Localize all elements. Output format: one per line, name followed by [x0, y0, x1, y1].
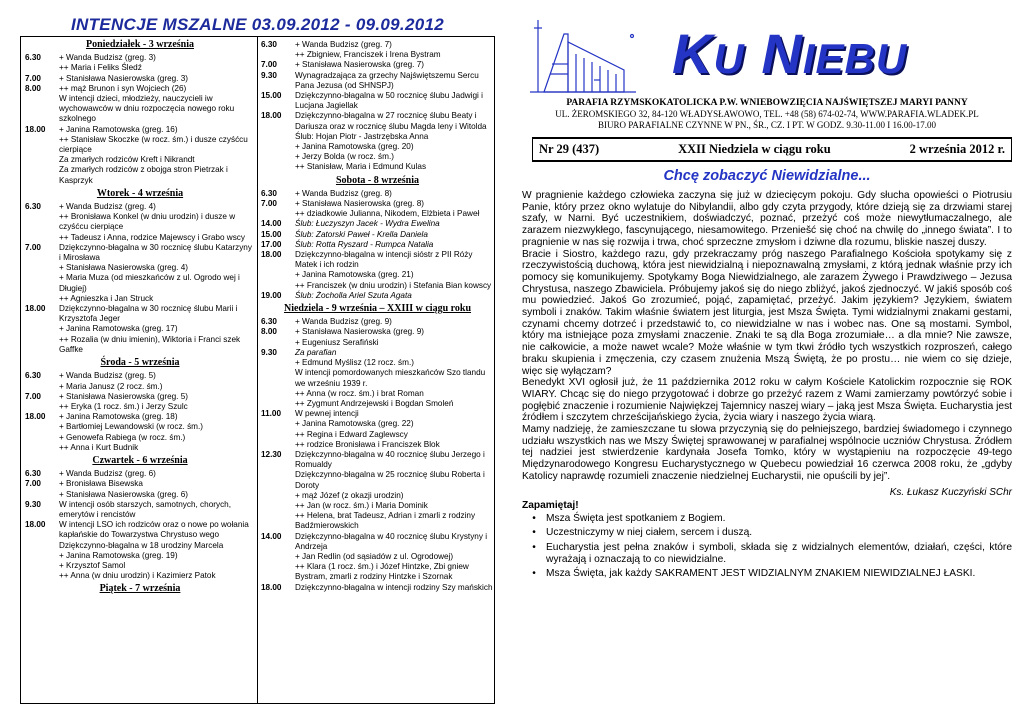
intention-row — [261, 50, 494, 60]
intention-text: + Stanisława Nasierowska (greg. 8) — [295, 199, 425, 209]
intention-row — [25, 335, 255, 355]
intention-text: + Stanisława Nasierowska (greg. 5) — [59, 391, 189, 401]
intention-text: + Wanda Budzisz (greg. 8) — [295, 188, 392, 198]
issue-bar — [532, 137, 1012, 162]
intention-text: W intencji osób starszych, samotnych, chorych, emerytów i rencistów — [59, 499, 232, 519]
mass-time: 18.00 — [25, 304, 46, 314]
intention-text: + Stanisława Nasierowska (greg. 6) — [59, 489, 189, 499]
mass-time: 11.00 — [261, 409, 282, 419]
intention-text: ++ mąż Brunon i syn Wojciech (26) — [59, 83, 187, 93]
intention-row — [261, 291, 494, 301]
mass-time — [261, 270, 295, 280]
article-body — [522, 190, 1012, 483]
mass-time: 7.00 — [261, 60, 277, 70]
day-heading: Poniedziałek - 3 września — [85, 39, 195, 50]
intention-row — [261, 470, 494, 490]
intention-text: W intencji dzieci, młodzieży, nauczycieli iw wychowawców w dniu rozpoczęcia nowego roku szkolnego — [59, 94, 235, 124]
mass-time — [261, 281, 295, 291]
mass-time: 6.30 — [261, 40, 277, 49]
intention-row — [25, 243, 255, 263]
intentions-column-left — [25, 37, 255, 598]
intention-row — [25, 273, 255, 293]
parish-info — [522, 98, 1012, 131]
intention-text: + Janina Ramotowska (greg. 22) — [295, 419, 414, 429]
remember-text: Msza Święta, jak każdy SAKRAMENT JEST WIDZIALNYM ZNAKIEM NIEWIDZIALNEJ ŁASKI. — [546, 568, 976, 580]
mass-time: 15.00 — [261, 91, 282, 101]
intention-row — [261, 199, 494, 209]
remember-text: Eucharystia jest pełna znaków i symboli, składa się z widzialnych elementów, działań, części, które wyrażają i oznaczają to co niewidzialne. — [546, 541, 1012, 565]
intention-row — [261, 317, 494, 327]
mass-time — [25, 402, 59, 412]
intention-text: + Bartłomiej Lewandowski (w rocz. śm.) — [59, 422, 204, 432]
intention-row — [25, 155, 255, 165]
mass-time: 7.00 — [261, 199, 277, 209]
mass-time — [261, 430, 295, 440]
intention-row — [261, 230, 494, 240]
intention-text: W intencji pomordowanych mieszkańców Szo tlandu we wrześniu 1939 r. — [295, 368, 486, 388]
mass-time — [261, 358, 295, 368]
issue-sunday: XXII Niedziela w ciągu roku — [678, 142, 831, 156]
intention-row — [25, 233, 255, 243]
intention-row — [261, 368, 494, 388]
mass-time: 6.30 — [25, 202, 41, 212]
intention-row — [261, 60, 494, 70]
intention-text: Dziękczynno-błagalna w 27 rocznicę ślubu Beaty i Dariusza oraz w rocznicę ślubu Magda leny i Witolda — [295, 111, 487, 131]
intention-row — [25, 479, 255, 489]
intention-text: Dziękczynno-błagalna w 40 rocznicę ślubu Krystyny i Andrzeja — [295, 531, 488, 551]
intention-row — [25, 212, 255, 232]
mass-time: 6.30 — [25, 53, 41, 63]
intention-row — [261, 532, 494, 552]
intention-text: W pewnej intencji — [295, 409, 359, 419]
intention-row — [261, 358, 494, 368]
mass-time: 18.00 — [25, 124, 46, 134]
day-heading: Piątek - 7 września — [99, 583, 181, 595]
intention-row — [261, 40, 494, 50]
intention-text: ++ Zygmunt Andrzejewski i Bogdan Smoleń — [295, 398, 454, 408]
mass-time: 18.00 — [25, 520, 46, 530]
intention-text: + Maria Muza (od mieszkańców z ul. Ogrodo wej i Długiej) — [59, 273, 240, 293]
mass-time: 8.00 — [25, 83, 41, 93]
mass-time — [261, 368, 295, 388]
intention-text: Ślub: Żocholla Ariel Szuta Agata — [295, 290, 412, 300]
intention-text: + Wanda Budzisz (greg. 6) — [59, 469, 156, 479]
mass-time: 14.00 — [261, 531, 282, 541]
intention-text: + Wanda Budzisz (greg. 7) — [295, 40, 392, 49]
intention-text: Dziękczynno-błagalna w 18 urodziny Marcela — [59, 540, 224, 550]
bullet-icon: • — [532, 512, 536, 524]
intention-text: Za parafian — [295, 347, 337, 357]
mass-time — [25, 541, 59, 551]
intention-row — [25, 382, 255, 392]
mass-time: 18.00 — [261, 250, 282, 260]
intention-row — [25, 490, 255, 500]
intention-row — [261, 132, 494, 142]
issue-date: 2 września 2012 r. — [909, 142, 1005, 156]
intention-row — [25, 94, 255, 125]
article-paragraph: W pragnienie każdego człowieka zaczyna się już w dziecięcym pokoju. Gdy słucha opowieści o Piotrusiu Panie, który przez okno wylatuje do Nibylandii, albo gdy czyta przygody, które dzieją się za drzwiami starej szafy, w Narni. Być uczestnikiem, doświadczyć, poznać, przeżyć coś może niewytłumaczalnego, ale zarazem niezwykłego, fascynującego, niesamowitego. Przeniešć się choć na chwilę do „innego świata”. I to pragnienie w nas się rozwija i trwa, choć sprzeczne zmysłom i dziwne dla rozumu, bliskie naszej duszy. — [522, 190, 1012, 248]
mass-time — [25, 155, 59, 165]
mass-time — [25, 551, 59, 561]
intention-text: + Stanisława Nasierowska (greg. 7) — [295, 60, 425, 70]
intention-text: + Stanisława Nasierowska (greg. 9) — [295, 327, 425, 337]
day-heading: Sobota - 8 września — [335, 174, 420, 186]
intention-row — [25, 412, 255, 422]
mass-time: 6.30 — [25, 469, 41, 479]
mass-time — [25, 233, 59, 243]
intentions-title: INTENCJE MSZALNE 03.09.2012 - 09.09.2012 — [71, 15, 444, 34]
mass-time — [261, 552, 295, 562]
intention-text: + Wanda Budzisz (greg. 5) — [59, 371, 156, 381]
intention-text: ++ Agnieszka i Jan Struck — [59, 293, 154, 303]
intention-text: ++ Bronisława Konkel (w dniu urodzin) i dusze w czyśćcu cierpiące — [59, 212, 236, 232]
mass-time — [261, 389, 295, 399]
issue-number: Nr 29 (437) — [539, 142, 600, 156]
intention-row — [25, 74, 255, 84]
intention-row — [25, 371, 255, 381]
intention-text: ++ Anna (w dniu urodzin) i Kazimierz Patok — [59, 571, 216, 581]
mass-time — [261, 419, 295, 429]
intention-text: ++ Jan (w rocz. śm.) i Maria Dominik — [295, 500, 428, 510]
mass-time — [261, 162, 295, 172]
intention-text: + Krzysztof Samol — [59, 560, 126, 570]
mass-time: 6.30 — [25, 371, 41, 381]
intention-row — [261, 552, 494, 562]
intention-text: ++ Zbigniew, Franciszek i Irena Bystram — [295, 50, 441, 60]
mass-time — [261, 440, 295, 450]
day-heading: Wtorek - 4 września — [96, 187, 184, 199]
remember-list — [522, 513, 1012, 581]
intention-row — [261, 327, 494, 337]
bullet-icon: • — [532, 541, 536, 553]
mass-time: 7.00 — [25, 391, 41, 401]
intention-row — [25, 304, 255, 324]
intention-row — [261, 142, 494, 152]
mass-time — [261, 132, 295, 142]
intention-row — [25, 541, 255, 551]
remember-item — [522, 513, 1012, 525]
day-heading: Środa - 5 września — [100, 357, 180, 369]
intention-row — [261, 562, 494, 582]
intention-text: Ślub: Rotta Ryszard - Rumpca Natalia — [295, 239, 434, 249]
intentions-box — [20, 36, 495, 704]
intention-row — [261, 209, 494, 219]
ku-niebu-logo: KU NIEBU — [672, 22, 908, 85]
intention-row — [25, 135, 255, 155]
intention-text: ++ rodzice Bronisława i Franciszek Blok — [295, 439, 440, 449]
article-title: Chcę zobaczyć Niewidzialne... — [663, 168, 871, 184]
article-signature: Ks. Łukasz Kuczyński SChr — [889, 486, 1012, 498]
mass-time — [25, 263, 59, 273]
mass-time — [25, 382, 59, 392]
bullet-icon: • — [532, 527, 536, 539]
bulletin-front-page — [522, 14, 1012, 583]
mass-time: 9.30 — [261, 70, 277, 80]
mass-time: 17.00 — [261, 239, 282, 249]
intention-text: ++ Stanisław, Maria i Edmund Kulas — [295, 162, 427, 172]
intention-text: + Janina Ramotowska (greg. 21) — [295, 270, 414, 280]
mass-time: 12.30 — [261, 449, 282, 459]
intention-row — [25, 294, 255, 304]
remember-heading: Zapamiętaj! — [522, 499, 579, 511]
remember-text: Uczestniczymy w niej ciałem, sercem i duszą. — [546, 527, 753, 539]
intention-row — [261, 162, 494, 172]
intention-row — [261, 583, 494, 593]
intention-text: + mąż Józef (z okazji urodzin) — [295, 490, 404, 500]
intention-row — [261, 491, 494, 501]
intention-row — [261, 219, 494, 229]
intention-row — [25, 324, 255, 334]
intention-text: Dziękczynno-błagalna w 30 rocznicę ślubu Marii i Krzysztofa Jeger — [59, 304, 238, 324]
mass-time: 7.00 — [25, 242, 41, 252]
mass-time — [25, 443, 59, 453]
intentions-column-right — [261, 37, 494, 593]
intention-row — [25, 433, 255, 443]
intention-row — [261, 111, 494, 131]
intention-text: + Bronisława Bisewska — [59, 479, 143, 489]
article-paragraph: Bracie i Siostro, każdego razu, gdy przekraczamy próg naszego Parafialnego Kościoła spotykamy się z rzeczywistością duchową, która jest niewidzialną i niepoznawalną zmysłami, z którą jednak właśnie przy ich pomocy się komunikujemy. Spotykamy Boga Niewidzialnego, ale zarazem Żywego i Prawdziwego – Jezusa Chrystusa, naszego Zbawiciela. Próbujemy jakoś się do niego zbliżyć, jakoś zjednoczyć. W jakiś sposób coś mu powiedzieć. Jakoś Go zrozumieć, pojąć, zapamiętać, przeżyć. Jakim językiem? Językiem, światem symboli i znaków. Takim właśnie światem jest liturgia, jest Msza Święta. Tymi widzialnymi znakami gestami, czynami chcemy dotrzeć i przedstawić to, co niewidzialne w nas i wobec nas. One są mostami. Symbol, który ma istniejące poza zmysłami znaczenie. Znaki te są dla Boga zrozumiałe… a dla mnie? Nie zawsze, nie całkowicie, a może nawet wcale? Może właśnie w tym tkwi źródło tych wszystkich rozproszeń, całego braku skupienia i zmęczenia, czy czasem znużenia Mszą Świętą, że po prostu… nie wiem co się dzieje, więc się wyłączam? — [522, 248, 1012, 377]
parish-name: PARAFIA RZYMSKOKATOLICKA P.W. WNIEBOWZIĘCIA NAJŚWIĘTSZEJ MARYI PANNY — [566, 98, 968, 108]
intention-row — [25, 84, 255, 94]
intention-text: Dziękczynno-błagalna w 30 rocznicę ślubu Katarzyny i Mirosława — [59, 242, 252, 263]
intention-row — [261, 419, 494, 429]
mass-intentions-panel — [20, 14, 495, 704]
intention-row — [261, 348, 494, 358]
intention-row — [261, 152, 494, 162]
remember-item — [522, 527, 1012, 539]
intention-text: + Janina Ramotowska (greg. 18) — [59, 412, 178, 422]
intention-text: W intencji LSO ich rodziców oraz o nowe po wołania kapłańskie do Towarzystwa Chrystuso wego — [59, 520, 249, 540]
mass-time — [25, 273, 59, 293]
mass-time — [261, 399, 295, 409]
mass-time: 19.00 — [261, 290, 282, 300]
intention-row — [261, 71, 494, 91]
intention-row — [261, 511, 494, 531]
intention-text: + Edmund Myślisz (12 rocz. śm.) — [295, 358, 414, 368]
intention-text: Dziękczynno-błagalna w 25 rocznicę ślubu Roberta i Doroty — [295, 470, 485, 490]
mass-time — [25, 561, 59, 571]
mass-time: 18.00 — [261, 111, 282, 121]
intention-text: Za zmarłych rodziców Kreft i Nikrandt — [59, 155, 195, 165]
intention-text: + Stanisława Nasierowska (greg. 4) — [59, 263, 189, 273]
mass-time — [261, 50, 295, 60]
intention-row — [25, 402, 255, 412]
intention-row — [25, 520, 255, 540]
intention-row — [25, 63, 255, 73]
intention-row — [261, 409, 494, 419]
column-divider — [257, 37, 258, 703]
parish-office-hours: BIURO PARAFIALNE CZYNNE W PN., ŚR., CZ. I PT. W GODZ. 9.30-11.00 I 16.00-17.00 — [597, 120, 936, 130]
intention-text: + Eugeniusz Serafiński — [295, 337, 379, 347]
intention-row — [25, 422, 255, 432]
intention-text: ++ Anna i Kurt Budnik — [59, 442, 139, 452]
intention-row — [261, 389, 494, 399]
intention-row — [25, 469, 255, 479]
intention-text: ++ dziadkowie Julianna, Nikodem, Elżbieta i Paweł — [295, 209, 480, 219]
intention-text: + Janina Ramotowska (greg. 20) — [295, 142, 414, 152]
intention-text: ++ Rozalia (w dniu imienin), Wiktoria i Franci szek Gaffke — [59, 334, 241, 354]
mass-time: 6.30 — [261, 317, 277, 327]
intention-row — [261, 450, 494, 470]
day-heading: Niedziela - 9 września – XXIII w ciągu roku — [283, 303, 472, 315]
mass-time — [261, 142, 295, 152]
intention-row — [261, 240, 494, 250]
intention-row — [25, 551, 255, 561]
intention-row — [261, 281, 494, 291]
intention-text: ++ Anna (w rocz. śm.) i brat Roman — [295, 388, 424, 398]
intention-text: Ślub: Hojan Piotr - Jastrzębska Anna — [295, 131, 429, 141]
day-heading: Czwartek - 6 września — [92, 454, 188, 466]
intention-text: Dziękczynno-błagalna w intencji rodziny Szy mańskich — [295, 582, 493, 592]
intention-row — [25, 392, 255, 402]
mass-time — [25, 165, 59, 185]
remember-text: Msza Święta jest spotkaniem z Bogiem. — [546, 512, 726, 524]
mass-time: 18.00 — [261, 582, 282, 592]
parish-address: UL. ŻEROMSKIEGO 32, 84-120 WŁADYSŁAWOWO, TEL. +48 (58) 674-02-74, WWW.PARAFIA.WLADEK.PL — [555, 109, 979, 119]
mass-time — [25, 63, 59, 73]
intention-text: Dziękczynno-błagalna w 50 rocznicę ślubu Jadwigi i Lucjana Jagiellak — [295, 91, 483, 111]
mass-time — [25, 212, 59, 232]
intention-text: + Maria Janusz (2 rocz. śm.) — [59, 381, 163, 391]
intention-text: + Wanda Budzisz (greg. 3) — [59, 53, 156, 63]
intention-text: Wynagradzająca za grzechy Najświętszemu Sercu Pana Jezusa (od SHNSPJ) — [295, 70, 479, 90]
mass-time: 8.00 — [261, 327, 277, 337]
intention-text: Ślub: Łuczyszyn Jacek - Wydra Ewelina — [295, 219, 440, 229]
intention-text: ++ Helena, brat Tadeusz, Adrian i zmarli z rodziny Badźmierowskich — [295, 511, 476, 531]
mass-time — [25, 324, 59, 334]
mass-time: 7.00 — [25, 479, 41, 489]
intention-row — [261, 440, 494, 450]
intention-text: + Jerzy Bolda (w rocz. śm.) — [295, 152, 394, 162]
intention-text: ++ Klara (1 rocz. śm.) i Józef Hintzke, Zbi gniew Bystram, zmarli z rodziny Hintzke i Szornak — [295, 562, 469, 582]
intention-text: ++ Regina i Edward Zaglewscy — [295, 429, 408, 439]
bullet-icon: • — [532, 568, 536, 580]
remember-item — [522, 542, 1012, 565]
intention-row — [25, 263, 255, 273]
intention-text: + Stanisława Nasierowska (greg. 3) — [59, 73, 189, 83]
mass-time — [25, 433, 59, 443]
intention-row — [261, 501, 494, 511]
mass-time — [25, 135, 59, 155]
mass-time — [25, 94, 59, 125]
intention-text: + Janina Ramotowska (greg. 19) — [59, 550, 178, 560]
mass-time — [25, 490, 59, 500]
mass-time — [261, 209, 295, 219]
intention-row — [25, 165, 255, 185]
mass-time: 6.30 — [261, 188, 277, 198]
intention-text: Dziękczynno-błagalna w 40 rocznicę ślubu Jerzego i Romualdy — [295, 449, 485, 470]
mass-time: 15.00 — [261, 229, 282, 239]
intention-text: + Wanda Budzisz (greg. 9) — [295, 317, 392, 327]
intention-row — [261, 399, 494, 409]
intention-text: + Janina Ramotowska (greg. 17) — [59, 324, 178, 334]
mass-time — [261, 152, 295, 162]
intention-row — [261, 250, 494, 270]
intention-row — [261, 270, 494, 280]
intention-text: Dziękczynno-błagalna w intencji sióstr z PII Róży Matek i ich rodzin — [295, 250, 473, 270]
mass-time: 9.30 — [261, 347, 277, 357]
intention-row — [261, 91, 494, 111]
intention-text: ++ Stanisław Skoczke (w rocz. śm.) i dusze czyśćcu cierpiące — [59, 134, 248, 155]
mass-time — [25, 335, 59, 355]
remember-item — [522, 568, 1012, 580]
mass-time — [261, 501, 295, 511]
mass-time — [261, 470, 295, 490]
intention-row — [25, 202, 255, 212]
intention-text: ++ Tadeusz i Anna, rodzice Majewscy i Grabo wscy — [59, 232, 245, 242]
mass-time — [25, 294, 59, 304]
church-icon — [524, 14, 644, 98]
intention-row — [25, 571, 255, 581]
intention-text: ++ Eryka (1 rocz. śm.) i Jerzy Szulc — [59, 401, 188, 411]
intention-row — [25, 500, 255, 520]
mass-time: 18.00 — [25, 412, 46, 422]
intention-text: + Genowefa Rabiega (w rocz. śm.) — [59, 432, 186, 442]
intention-row — [25, 443, 255, 453]
intention-text: ++ Franciszek (w dniu urodzin) i Stefania Bian kowscy — [295, 280, 492, 290]
mass-time — [261, 562, 295, 582]
intention-row — [25, 53, 255, 63]
intention-text: Za zmarłych rodziców z obojga stron Pietrzak i Kasprzyk — [59, 165, 228, 185]
mass-time — [261, 511, 295, 531]
intention-row — [25, 125, 255, 135]
mass-time — [25, 422, 59, 432]
intention-text: + Janina Ramotowska (greg. 16) — [59, 124, 178, 134]
intention-row — [261, 430, 494, 440]
article-paragraph: Benedykt XVI ogłosił już, że 11 października 2012 roku w całym Kościele Katolickim rozpocznie się ROK WIARY. Chcąc się do niego przygotować i dobrze go przeżyć razem z Wami zamierzamy powtórzyć sobie i pogłębić znaczenie i rozumienie Najwiękzej Tajemnicy naszej wiary – jaką jest Msza Święta. Eucharystia jest źródłem i szczytem chrześcijańskiego życia, życia wiary i naszego życia wiarą. — [522, 377, 1012, 424]
intention-text: Ślub: Zatorski Paweł - Krella Daniela — [295, 229, 428, 239]
mass-time — [25, 571, 59, 581]
intention-row — [261, 189, 494, 199]
article-paragraph: Mamy nadzieję, że zamieszczane tu słowa przyczynią się do pełniejszego, bardziej świadomego i czynnego udziału wszystkich nas we Mszy Świętej sprawowanej w parafialnej wspólnocie uczniów Chrystusa. Źródłem tej nadziei jest stwierdzenie kardynała Josefa Tomko, który w wystąpieniu na rozpoczęcie 49-tego Międzynarodowego Kongresu Eucharystycznego w Quebecu powiedział 16 czerwca 2008 roku, że „gdyby Katolicy naprawdę rozumieli znaczenie niedzielnej Eucharystii, nie opuścili by jej”. — [522, 424, 1012, 482]
intention-text: ++ Maria i Feliks Śledź — [59, 63, 142, 73]
intention-text: + Jan Redlin (od sąsiadów z ul. Ogrodowej) — [295, 551, 454, 561]
intention-row — [25, 561, 255, 571]
mass-time: 14.00 — [261, 219, 282, 229]
mass-time — [261, 338, 295, 348]
mass-time — [261, 491, 295, 501]
intention-row — [261, 338, 494, 348]
bulletin-header — [522, 14, 1012, 98]
mass-time: 7.00 — [25, 73, 41, 83]
intention-text: + Wanda Budzisz (greg. 4) — [59, 202, 156, 212]
mass-time: 9.30 — [25, 499, 41, 509]
